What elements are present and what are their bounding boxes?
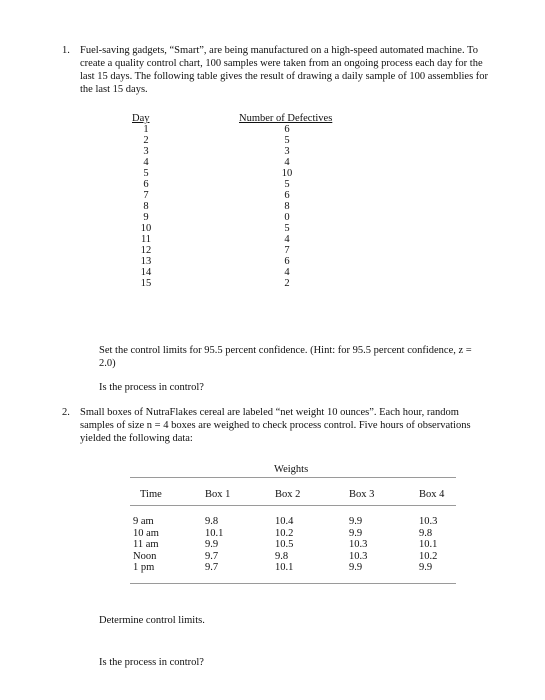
defectives-cell: 7 <box>284 245 290 256</box>
defectives-column <box>280 124 294 289</box>
day-column <box>136 124 156 289</box>
problem-2-question: Is the process in control? <box>99 657 204 668</box>
day-cell: 6 <box>143 179 149 190</box>
column-header-box-2: Box 2 <box>275 489 301 500</box>
table-rule-header <box>130 505 456 506</box>
time-cell: 10 am <box>133 527 159 539</box>
defectives-cell: 6 <box>284 190 290 201</box>
box-4-cell: 10.1 <box>419 539 438 550</box>
day-cell: 5 <box>143 168 149 179</box>
weights-group-header: Weights <box>274 464 309 475</box>
defectives-cell: 5 <box>284 135 290 146</box>
defectives-cell: 5 <box>284 223 290 234</box>
column-header-time: Time <box>140 489 162 500</box>
problem-1-instruction: Set the control limits for 95.5 percent confidence. (Hint: for 95.5 percent confidence, z = 2.0) <box>99 345 472 370</box>
day-cell: 12 <box>140 245 152 256</box>
column-header-box-4: Box 4 <box>419 489 445 500</box>
defectives-cell: 2 <box>284 278 290 289</box>
box-2-column <box>275 516 293 574</box>
box-2-cell: 10.2 <box>275 527 294 539</box>
box-2-cell: 10.4 <box>275 516 294 527</box>
day-column-header: Day <box>132 113 150 124</box>
defectives-cell: 8 <box>284 201 290 212</box>
defectives-cell: 4 <box>284 234 290 245</box>
box-1-cell: 9.7 <box>205 550 219 562</box>
box-3-column <box>349 516 367 574</box>
time-cell: 9 am <box>133 516 154 527</box>
table-rule-bottom <box>130 583 456 584</box>
day-cell: 8 <box>143 201 149 212</box>
day-cell: 10 <box>140 223 152 234</box>
box-1-cell: 10.1 <box>205 527 224 539</box>
time-column <box>133 516 159 574</box>
time-cell: 11 am <box>133 539 159 550</box>
defectives-cell: 3 <box>284 146 290 157</box>
box-1-cell: 9.9 <box>205 539 219 550</box>
box-4-cell: 10.3 <box>419 516 438 527</box>
box-4-cell: 9.8 <box>419 527 433 539</box>
box-4-cell: 10.2 <box>419 550 438 562</box>
box-2-cell: 9.8 <box>275 550 289 562</box>
defectives-cell: 6 <box>284 256 290 267</box>
problem-1-text: Fuel-saving gadgets, “Smart”, are being manufactured on a high-speed automated machine. To create a quality control chart, 100 samples were taken from an ongoing process each day for the last 15 days. The following table gives the result of drawing a daily sample of 100 assemblies for the last 15 days. <box>80 45 489 96</box>
time-cell: Noon <box>133 550 157 562</box>
problem-1-number: 1. <box>62 45 70 56</box>
day-cell: 1 <box>143 124 149 135</box>
defectives-cell: 4 <box>284 267 290 278</box>
box-3-cell: 9.9 <box>349 527 363 539</box>
box-4-column <box>419 516 437 574</box>
table-rule-top <box>130 477 456 478</box>
column-header-box-1: Box 1 <box>205 489 231 500</box>
column-header-box-3: Box 3 <box>349 489 375 500</box>
day-cell: 13 <box>140 256 152 267</box>
problem-2-instruction: Determine control limits. <box>99 615 205 626</box>
day-cell: 4 <box>143 157 149 168</box>
box-2-cell: 10.1 <box>275 562 294 573</box>
box-1-cell: 9.7 <box>205 562 219 573</box>
box-3-cell: 10.3 <box>349 550 368 562</box>
day-cell: 11 <box>140 234 152 245</box>
problem-2-number: 2. <box>62 407 70 418</box>
defectives-cell: 0 <box>284 212 290 223</box>
box-1-column <box>205 516 223 574</box>
box-2-cell: 10.5 <box>275 539 294 550</box>
box-3-cell: 9.9 <box>349 516 363 527</box>
day-cell: 14 <box>140 267 152 278</box>
problem-2-text: Small boxes of NutraFlakes cereal are labeled “net weight 10 ounces”. Each hour, random samples of size n = 4 boxes are weighed to check process control. Five hours of observations yielded the following data: <box>80 407 471 445</box>
box-1-cell: 9.8 <box>205 516 219 527</box>
defectives-cell: 4 <box>284 157 290 168</box>
box-3-cell: 10.3 <box>349 539 368 550</box>
day-cell: 9 <box>143 212 149 223</box>
day-cell: 3 <box>143 146 149 157</box>
day-cell: 15 <box>140 278 152 289</box>
defectives-cell: 6 <box>284 124 290 135</box>
day-cell: 7 <box>143 190 149 201</box>
box-4-cell: 9.9 <box>419 562 433 573</box>
defectives-cell: 5 <box>284 179 290 190</box>
day-cell: 2 <box>143 135 149 146</box>
problem-1-question: Is the process in control? <box>99 382 204 393</box>
defectives-column-header: Number of Defectives <box>239 113 333 124</box>
defectives-cell: 10 <box>281 168 293 179</box>
box-3-cell: 9.9 <box>349 562 363 573</box>
time-cell: 1 pm <box>133 562 155 573</box>
